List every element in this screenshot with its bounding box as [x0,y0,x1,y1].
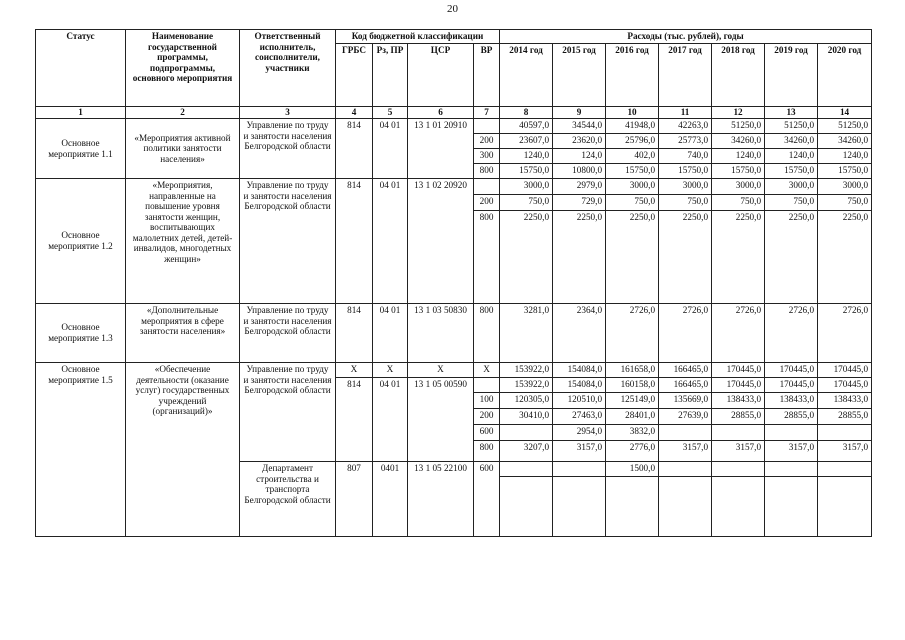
column-index: 13 [765,107,818,119]
row-value: 3207,0 [500,441,553,462]
row-executor: Управление по труду и занятости населения Белгородской области [240,363,336,462]
row-vr: 800 [474,304,500,363]
row-rzpr: 04 01 [373,179,408,304]
row-value [765,462,818,477]
row-rzpr: 04 01 [373,378,408,462]
row-vr: Х [474,363,500,378]
column-index: 6 [408,107,474,119]
empty-cell [500,477,553,537]
header-csr: ЦСР [408,44,474,107]
row-rzpr: 04 01 [373,119,408,179]
row-value: 1240,0 [765,149,818,164]
row-vr: 800 [474,164,500,179]
row-value: 750,0 [818,195,872,211]
table-row [36,119,872,134]
row-value: 135669,0 [659,393,712,409]
row-value: 124,0 [553,149,606,164]
row-value: 51250,0 [712,119,765,134]
row-value: 2726,0 [765,304,818,363]
row-value [553,462,606,477]
row-value: 3157,0 [712,441,765,462]
row-value: 30410,0 [500,409,553,425]
header-year: 2018 год [712,44,765,107]
row-value: 125149,0 [606,393,659,409]
row-value: 2726,0 [712,304,765,363]
row-value: 2776,0 [606,441,659,462]
row-vr [474,179,500,195]
row-value: 2250,0 [500,211,553,304]
row-value: 28855,0 [818,409,872,425]
column-index: 1 [36,107,126,119]
empty-cell [553,477,606,537]
header-year: 2014 год [500,44,553,107]
row-value: 120510,0 [553,393,606,409]
row-value: 15750,0 [606,164,659,179]
row-value: 3000,0 [606,179,659,195]
column-index: 4 [336,107,373,119]
row-value: 3000,0 [712,179,765,195]
column-index: 3 [240,107,336,119]
row-value: 154084,0 [553,363,606,378]
header-budget-code: Код бюджетной классификации [336,30,500,44]
row-value: 170445,0 [818,378,872,393]
row-value: 2250,0 [606,211,659,304]
header-year: 2020 год [818,44,872,107]
row-value: 750,0 [606,195,659,211]
row-executor: Департамент строительства и транспорта Белгородской области [240,462,336,537]
row-program-name: «Дополнительные мероприятия в сфере занятости населения» [126,304,240,363]
row-value: 2979,0 [553,179,606,195]
row-grbs: 814 [336,179,373,304]
row-value: 750,0 [765,195,818,211]
table-row [36,363,872,378]
row-value: 2250,0 [659,211,712,304]
row-value: 2954,0 [553,425,606,441]
row-value: 34260,0 [818,134,872,149]
row-rzpr: 0401 [373,462,408,537]
row-value: 729,0 [553,195,606,211]
row-value: 170445,0 [712,378,765,393]
row-vr: 600 [474,462,500,537]
row-vr: 200 [474,409,500,425]
row-value: 170445,0 [712,363,765,378]
row-value: 15750,0 [712,164,765,179]
row-value: 2726,0 [659,304,712,363]
header-program-name: Наименование государственной программы, подпрограммы, основного мероприятия [126,30,240,107]
row-status: Основное мероприятие 1.1 [36,119,126,179]
row-value [659,425,712,441]
row-value: 740,0 [659,149,712,164]
row-value: 34260,0 [765,134,818,149]
header-vr: ВР [474,44,500,107]
row-value: 166465,0 [659,363,712,378]
row-value: 3000,0 [818,179,872,195]
row-value [712,425,765,441]
row-value [500,425,553,441]
row-value: 3832,0 [606,425,659,441]
row-executor: Управление по труду и занятости населения Белгородской области [240,119,336,179]
row-value: 1240,0 [500,149,553,164]
column-index: 8 [500,107,553,119]
header-year: 2016 год [606,44,659,107]
row-value: 138433,0 [818,393,872,409]
row-vr [474,378,500,393]
row-value: 120305,0 [500,393,553,409]
empty-cell [818,477,872,537]
row-csr: 13 1 03 50830 [408,304,474,363]
row-value: 3281,0 [500,304,553,363]
row-value: 161658,0 [606,363,659,378]
page-number: 20 [447,3,458,15]
row-value: 51250,0 [818,119,872,134]
row-value: 27463,0 [553,409,606,425]
header-grbs: ГРБС [336,44,373,107]
row-value: 750,0 [712,195,765,211]
row-value [765,425,818,441]
row-value: 750,0 [659,195,712,211]
budget-table [35,29,872,537]
row-value: 3157,0 [765,441,818,462]
row-value: 27639,0 [659,409,712,425]
header-executor: Ответственный исполнитель, соисполнители, участники [240,30,336,107]
row-vr: 300 [474,149,500,164]
column-index: 10 [606,107,659,119]
column-index: 5 [373,107,408,119]
row-value: 2250,0 [712,211,765,304]
row-value: 2364,0 [553,304,606,363]
row-executor: Управление по труду и занятости населения Белгородской области [240,304,336,363]
row-value: 2250,0 [765,211,818,304]
row-value: 41948,0 [606,119,659,134]
row-csr: 13 1 05 22100 [408,462,474,537]
row-value: 170445,0 [818,363,872,378]
row-value: 170445,0 [765,378,818,393]
row-x-mark: Х [336,363,373,378]
row-csr: 13 1 01 20910 [408,119,474,179]
column-index: 2 [126,107,240,119]
row-vr: 600 [474,425,500,441]
row-x-mark: Х [408,363,474,378]
row-value: 2250,0 [818,211,872,304]
row-value: 34260,0 [712,134,765,149]
empty-cell [659,477,712,537]
row-value: 10800,0 [553,164,606,179]
row-executor: Управление по труду и занятости населения Белгородской области [240,179,336,304]
column-index: 11 [659,107,712,119]
row-x-mark: Х [373,363,408,378]
row-vr: 800 [474,211,500,304]
row-value: 1240,0 [818,149,872,164]
row-value: 15750,0 [765,164,818,179]
row-value [818,425,872,441]
row-value [500,462,553,477]
empty-cell [712,477,765,537]
column-index: 12 [712,107,765,119]
column-index: 9 [553,107,606,119]
empty-cell [606,477,659,537]
row-value: 2726,0 [818,304,872,363]
row-value: 170445,0 [765,363,818,378]
row-value: 51250,0 [765,119,818,134]
row-value: 23620,0 [553,134,606,149]
row-value: 25796,0 [606,134,659,149]
header-year: 2015 год [553,44,606,107]
header-rzpr: Рз, ПР [373,44,408,107]
row-value: 40597,0 [500,119,553,134]
row-grbs: 814 [336,119,373,179]
empty-cell [765,477,818,537]
row-value [712,462,765,477]
row-value: 15750,0 [500,164,553,179]
row-value: 25773,0 [659,134,712,149]
row-value [818,462,872,477]
row-value: 28401,0 [606,409,659,425]
row-value: 402,0 [606,149,659,164]
row-value: 3000,0 [659,179,712,195]
row-value: 3157,0 [553,441,606,462]
row-vr [474,119,500,134]
row-value: 2250,0 [553,211,606,304]
row-vr: 800 [474,441,500,462]
row-value: 160158,0 [606,378,659,393]
row-value: 28855,0 [712,409,765,425]
row-vr: 200 [474,195,500,211]
row-grbs: 814 [336,378,373,462]
row-value: 1500,0 [606,462,659,477]
row-vr: 100 [474,393,500,409]
header-year: 2019 год [765,44,818,107]
row-value: 28855,0 [765,409,818,425]
row-program-name: «Обеспечение деятельности (оказание услуг) государственных учреждений (организаций)» [126,363,240,537]
row-grbs: 807 [336,462,373,537]
row-value: 3157,0 [659,441,712,462]
column-index: 14 [818,107,872,119]
row-program-name: «Мероприятия, направленные на повышение уровня занятости женщин, воспитывающих малолетних детей, детей-инвалидов, многодетных женщин» [126,179,240,304]
column-index: 7 [474,107,500,119]
row-value: 2726,0 [606,304,659,363]
row-csr: 13 1 05 00590 [408,378,474,462]
row-value: 153922,0 [500,363,553,378]
row-status: Основное мероприятие 1.5 [36,363,126,537]
row-value: 1240,0 [712,149,765,164]
table-row [36,304,872,363]
row-value: 138433,0 [765,393,818,409]
row-vr: 200 [474,134,500,149]
row-value: 138433,0 [712,393,765,409]
row-value: 153922,0 [500,378,553,393]
row-value: 3000,0 [500,179,553,195]
row-value: 15750,0 [818,164,872,179]
row-value: 34544,0 [553,119,606,134]
header-status: Статус [36,30,126,107]
header-year: 2017 год [659,44,712,107]
row-csr: 13 1 02 20920 [408,179,474,304]
row-value: 15750,0 [659,164,712,179]
row-rzpr: 04 01 [373,304,408,363]
row-value: 750,0 [500,195,553,211]
row-value: 3000,0 [765,179,818,195]
row-status: Основное мероприятие 1.3 [36,304,126,363]
row-value: 166465,0 [659,378,712,393]
row-value: 23607,0 [500,134,553,149]
row-value: 42263,0 [659,119,712,134]
row-grbs: 814 [336,304,373,363]
table-row [36,179,872,195]
row-value [659,462,712,477]
row-value: 3157,0 [818,441,872,462]
row-program-name: «Мероприятия активной политики занятости населения» [126,119,240,179]
row-value: 154084,0 [553,378,606,393]
header-expenses: Расходы (тыс. рублей), годы [500,30,872,44]
row-status: Основное мероприятие 1.2 [36,179,126,304]
